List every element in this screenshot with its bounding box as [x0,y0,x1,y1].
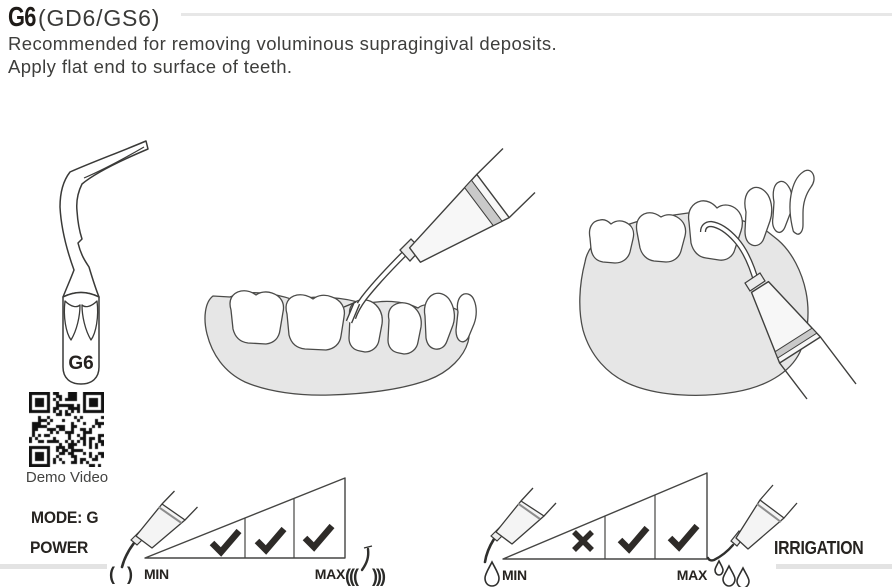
power-marks [212,526,332,552]
water-drop-icon [485,562,499,586]
tooth [388,303,421,354]
tooth [636,213,685,262]
tooth-distal-hook [790,170,814,234]
bottom-right-rule [776,564,892,569]
tip-illustration [35,120,170,395]
irrigation-diagram [460,470,892,587]
power-min-label: MIN [144,566,169,582]
svg-text:(((: ((( [345,566,357,586]
tip-shank-outline [60,141,148,297]
svg-text:))): ))) [372,566,384,586]
tooth [230,291,283,344]
irrigation-marks [574,526,697,550]
power-max-label: MAX [314,566,345,582]
tooth [689,201,743,260]
vibration-strong-icon [345,546,386,586]
bottom-left-rule [0,564,107,569]
usage-illustration-buccal [195,140,540,400]
power-diagram [95,470,395,587]
vibration-weak-left: ( [109,564,115,584]
irrigation-label: IRRIGATION [774,538,864,558]
description-line-2: Apply flat end to surface of teeth. [8,56,293,77]
product-variants: (GD6/GS6) [38,5,161,31]
header-rule [181,13,892,16]
water-drops-icon [715,561,749,587]
handpiece-max-irrigation-icon [708,485,797,587]
irrigation-min-label: MIN [502,567,527,583]
usage-illustration-lingual [575,160,892,405]
tooth [773,181,793,232]
vibration-weak-right: ) [127,564,133,584]
irrigation-max-label: MAX [676,567,707,583]
tip-label: G6 [68,353,94,374]
tooth [456,294,476,342]
description-line-1: Recommended for removing voluminous supragingival deposits. [8,33,558,54]
power-label: POWER [30,538,89,557]
page-title: G6 [8,1,36,32]
qr-caption: Demo Video [25,469,109,486]
qr-code [29,392,104,467]
tooth [286,295,344,350]
mode-label: MODE: G [31,508,99,527]
tooth [589,220,633,263]
